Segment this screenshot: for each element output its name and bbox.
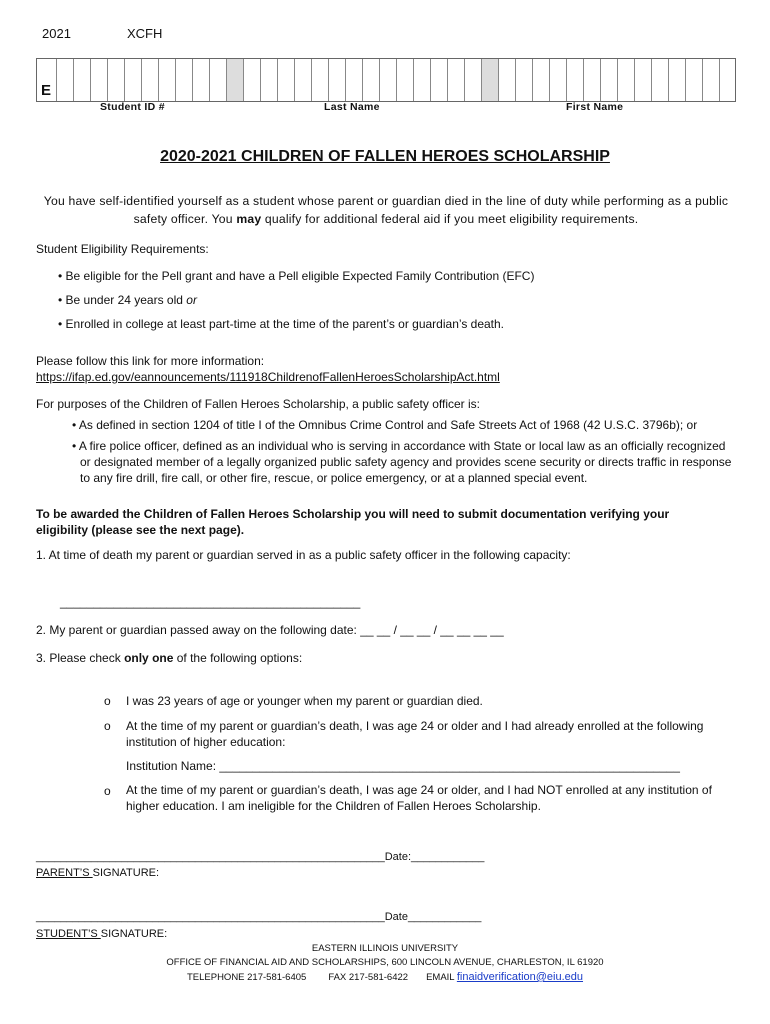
- parent-label-rest: SIGNATURE:: [92, 867, 160, 879]
- grid-cell[interactable]: [379, 59, 396, 101]
- grid-cell[interactable]: [498, 59, 515, 101]
- form-code: XCFH: [127, 26, 163, 41]
- grid-cell[interactable]: [107, 59, 124, 101]
- parent-signature-label: [36, 867, 159, 879]
- eligibility-heading: Student Eligibility Requirements:: [36, 242, 209, 256]
- last-name-label: Last Name: [324, 101, 380, 113]
- student-label-underlined: STUDENT’S: [36, 928, 101, 940]
- intro-bold: may: [236, 212, 262, 226]
- officer-heading: For purposes of the Children of Fallen Heroes Scholarship, a public safety officer is:: [36, 397, 480, 411]
- grid-cell[interactable]: [430, 59, 447, 101]
- question-3-pre: 3. Please check: [36, 651, 125, 665]
- grid-cell[interactable]: [294, 59, 311, 101]
- grid-cell[interactable]: [600, 59, 617, 101]
- grid-cell[interactable]: [634, 59, 651, 101]
- grid-cell[interactable]: [719, 59, 736, 101]
- footer-fax: FAX 217-581-6422: [328, 972, 409, 983]
- grid-cell[interactable]: [141, 59, 158, 101]
- eligibility-item-1: • Be eligible for the Pell grant and have a Pell eligible Expected Family Contribution (EFC): [58, 269, 535, 283]
- grid-cell[interactable]: [158, 59, 175, 101]
- option-1-text: I was 23 years of age or younger when my parent or guardian died.: [126, 694, 483, 708]
- grid-cell[interactable]: [515, 59, 532, 101]
- grid-cell[interactable]: [260, 59, 277, 101]
- intro-text-2: qualify for additional federal aid if you meet eligibility requirements.: [261, 212, 639, 226]
- student-signature-line[interactable]: _________________________________________________________Date____________: [36, 911, 482, 923]
- eligibility-item-2-or: or: [186, 293, 197, 307]
- info-link[interactable]: https://ifap.ed.gov/eannouncements/111918ChildrenofFallenHeroesScholarshipAct.html: [36, 370, 500, 384]
- eligibility-item-3: • Enrolled in college at least part-time at the time of the parent’s or guardian’s death.: [58, 317, 505, 331]
- officer-item-1: • As defined in section 1204 of title I of the Omnibus Crime Control and Safe Streets Act of 1968 (42 U.S.C. 3796b); or: [72, 418, 698, 432]
- grid-cell[interactable]: [90, 59, 107, 101]
- grid-cell[interactable]: [311, 59, 328, 101]
- grid-cell[interactable]: [209, 59, 226, 101]
- option-1-radio[interactable]: o: [104, 694, 111, 708]
- grid-cell[interactable]: [328, 59, 345, 101]
- student-label-rest: SIGNATURE:: [100, 928, 168, 940]
- grid-cell[interactable]: [277, 59, 294, 101]
- footer-email-link[interactable]: finaidverification@eiu.edu: [456, 971, 584, 983]
- capacity-field[interactable]: _____________________________________________: [60, 595, 361, 609]
- question-3-post: of the following options:: [173, 651, 303, 665]
- option-3-radio[interactable]: o: [104, 784, 111, 798]
- id-prefix: E: [41, 82, 52, 99]
- grid-cell[interactable]: [617, 59, 634, 101]
- info-text: Please follow this link for more information:: [36, 354, 265, 368]
- intro-paragraph: [34, 192, 738, 228]
- grid-cell[interactable]: [73, 59, 90, 101]
- footer-university: EASTERN ILLINOIS UNIVERSITY: [311, 943, 459, 954]
- grid-cell[interactable]: [566, 59, 583, 101]
- footer-address: OFFICE OF FINANCIAL AID AND SCHOLARSHIPS, 600 LINCOLN AVENUE, CHARLESTON, IL 61920: [166, 957, 604, 968]
- form-year: 2021: [42, 26, 71, 41]
- student-info-grid: [36, 58, 736, 102]
- grid-cell[interactable]: [124, 59, 141, 101]
- option-2-text: At the time of my parent or guardian’s death, I was age 24 or older and I had already enrolled at the following institution of higher education:: [126, 719, 704, 749]
- grid-cell[interactable]: [345, 59, 362, 101]
- question-3: [36, 650, 736, 666]
- eligibility-item-2-text: • Be under 24 years old: [58, 293, 187, 307]
- grid-cell[interactable]: [243, 59, 260, 101]
- grid-cell[interactable]: [56, 59, 73, 101]
- first-name-label: First Name: [566, 101, 624, 113]
- grid-cell[interactable]: [651, 59, 668, 101]
- footer-contact: [0, 970, 770, 985]
- student-id-label: Student ID #: [100, 101, 165, 113]
- question-3-bold: only one: [124, 651, 174, 665]
- question-1: 1. At time of death my parent or guardian served in as a public safety officer in the following capacity:: [36, 548, 571, 562]
- grid-cell[interactable]: [481, 59, 498, 101]
- grid-cell[interactable]: [396, 59, 413, 101]
- grid-cell[interactable]: [447, 59, 464, 101]
- footer-phone: TELEPHONE 217-581-6405: [186, 972, 307, 983]
- option-3-text: At the time of my parent or guardian’s death, I was age 24 or older, and I had NOT enrolled at any institution of higher education. I am ineligible for the Children of Fallen Heroes Scholarship.: [126, 783, 712, 813]
- grid-cell[interactable]: [175, 59, 192, 101]
- id-prefix-box: [36, 59, 56, 101]
- officer-item-2: • A fire police officer, defined as an individual who is serving in accordance with State or local law as an officially recognized or designated member of a legally organized public safety agency and provides scene security or directs traffic in response to any fire drill, fire call, or other fire, rescue, or police emergency, or at a planned special event.: [72, 439, 732, 485]
- grid-cell[interactable]: [362, 59, 379, 101]
- grid-cell[interactable]: [464, 59, 481, 101]
- grid-cell[interactable]: [549, 59, 566, 101]
- option-2-radio[interactable]: o: [104, 719, 111, 733]
- question-2-date[interactable]: 2. My parent or guardian passed away on the following date: __ __ / __ __ / __ __ __ __: [36, 623, 504, 637]
- grid-cell[interactable]: [668, 59, 685, 101]
- footer-email-label: EMAIL: [426, 972, 457, 983]
- institution-name-field[interactable]: Institution Name: _____________________________________________________________________: [126, 759, 680, 773]
- intro-text-1: You have self-identified yourself as a student whose parent or guardian died in the line of duty while performing as a public safety officer. You: [43, 194, 729, 226]
- parent-signature-line[interactable]: _________________________________________________________Date:____________: [36, 851, 485, 863]
- page-title: 2020-2021 CHILDREN OF FALLEN HEROES SCHOLARSHIP: [160, 148, 610, 165]
- grid-cell[interactable]: [192, 59, 209, 101]
- parent-label-underlined: PARENT’S: [36, 867, 93, 879]
- grid-cell[interactable]: [226, 59, 243, 101]
- grid-cell[interactable]: [583, 59, 600, 101]
- grid-cell[interactable]: [685, 59, 702, 101]
- eligibility-item-2: [58, 292, 738, 308]
- documentation-notice: To be awarded the Children of Fallen Heroes Scholarship you will need to submit documentation verifying your eligibility (please see the next page).: [36, 507, 670, 537]
- student-signature-label: [36, 928, 167, 940]
- grid-cell[interactable]: [532, 59, 549, 101]
- grid-cell[interactable]: [413, 59, 430, 101]
- grid-cell[interactable]: [702, 59, 719, 101]
